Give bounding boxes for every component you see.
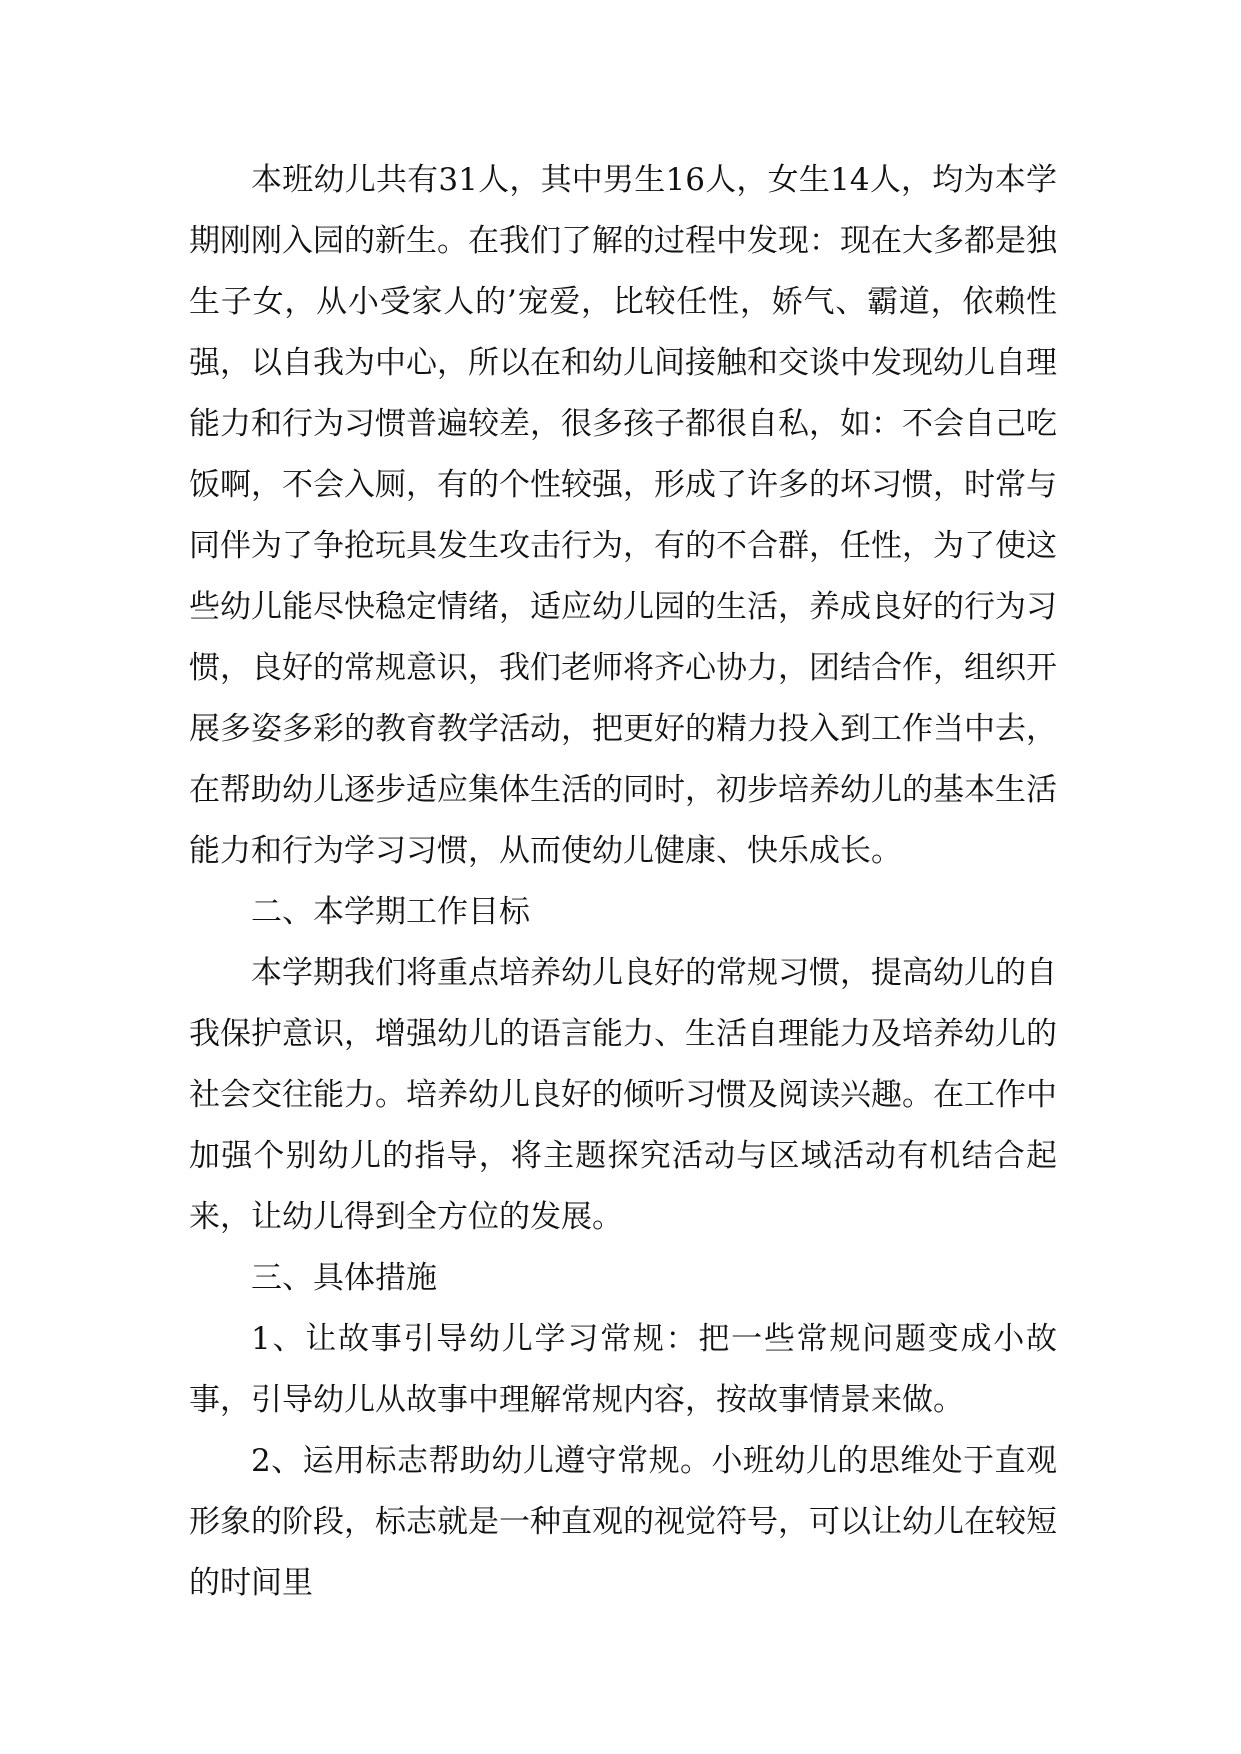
document-page (189, 150, 1057, 1614)
measure-item-1: 1、让故事引导幼儿学习常规：把一些常规问题变成小故事，引导幼儿从故事中理解常规内容，按故事情景来做。 (189, 1321, 1057, 1418)
section-heading-goals: 二、本学期工作目标 (251, 894, 530, 930)
goals-paragraph: 本学期我们将重点培养幼儿良好的常规习惯，提高幼儿的自我保护意识，增强幼儿的语言能力、生活自理能力及培养幼儿的社会交往能力。培养幼儿良好的倾听习惯及阅读兴趣。在工作中加强个别幼儿的指导，将主题探究活动与区域活动有机结合起来，让幼儿得到全方位的发展。 (189, 955, 1057, 1235)
section-heading-measures: 三、具体措施 (251, 1260, 437, 1296)
class-overview-paragraph: 本班幼儿共有31人，其中男生16人，女生14人，均为本学期刚刚入园的新生。在我们了解的过程中发现：现在大多都是独生子女，从小受家人的’宠爱，比较任性，娇气、霸道，依赖性强，以自我为中心，所以在和幼儿间接触和交谈中发现幼儿自理能力和行为习惯普遍较差，很多孩子都很自私，如：不会自己吃饭啊，不会入厕，有的个性较强，形成了许多的坏习惯，时常与同伴为了争抢玩具发生攻击行为，有的不合群，任性，为了使这些幼儿能尽快稳定情绪，适应幼儿园的生活，养成良好的行为习惯，良好的常规意识，我们老师将齐心协力，团结合作，组织开展多姿多彩的教育教学活动，把更好的精力投入到工作当中去，在帮助幼儿逐步适应集体生活的同时，初步培养幼儿的基本生活能力和行为学习习惯，从而使幼儿健康、快乐成长。 (189, 162, 1057, 869)
measure-item-2: 2、运用标志帮助幼儿遵守常规。小班幼儿的思维处于直观形象的阶段，标志就是一种直观的视觉符号，可以让幼儿在较短的时间里 (189, 1443, 1057, 1601)
